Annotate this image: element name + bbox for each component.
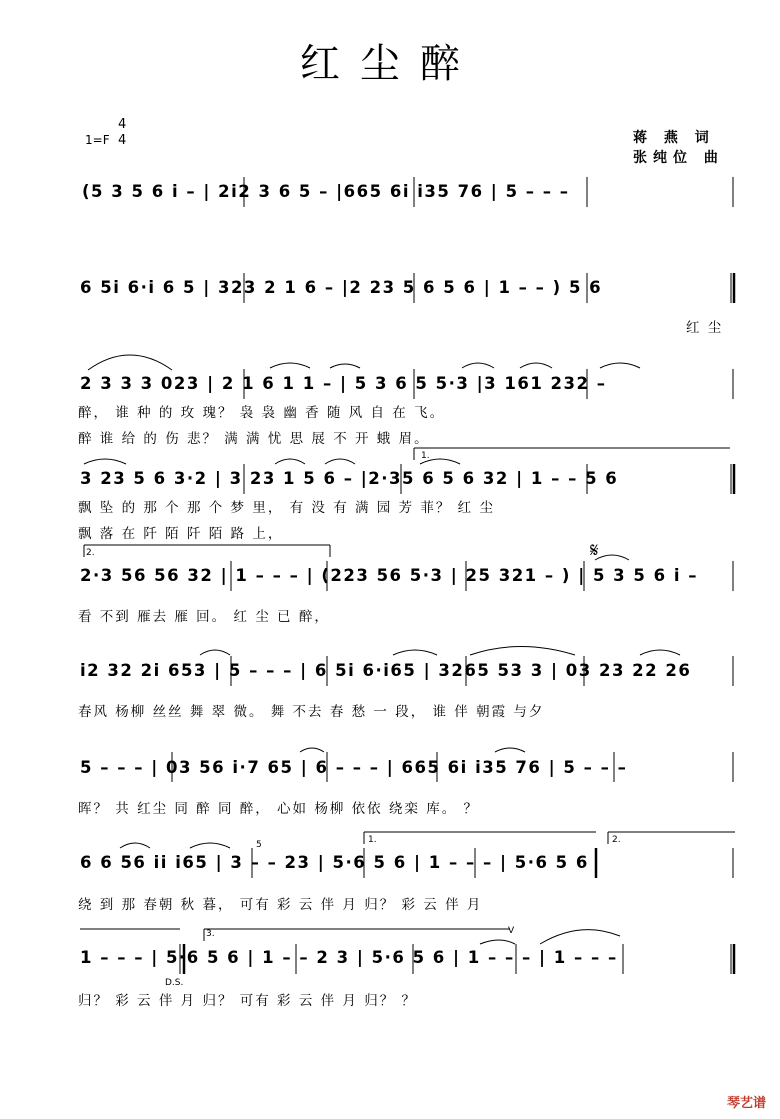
time-signature-bottom: 4 <box>118 133 127 148</box>
volta-3-label: 3. <box>206 929 215 939</box>
volta-2b-label: 2. <box>612 835 621 845</box>
notation-row-3: 2 3 3 3 023 | 2 1 6 1 1 – | 5 3 6 5 5·3 |3 161 232 – <box>80 374 607 393</box>
volta-2-label: 2. <box>86 548 95 558</box>
dal-segno-mark: D.S. <box>165 978 184 988</box>
lyric-row-7: 晖？ 共 红尘 同 醉 同 醉， 心如 杨柳 依依 绕栾 库。 ？ <box>78 801 479 817</box>
lyric-row-3-verse-2: 醉 谁 给 的 伤 悲？ 满 满 忧 思 展 不 开 蛾 眉。 <box>78 431 430 447</box>
notation-row-8: 6 6 56 ii i65 | 3 – – 23 | 5·6 5 6 | 1 – – – | 5·6 5 6 <box>80 853 589 872</box>
time-signature-top: 4 <box>118 117 127 132</box>
notation-row-9: 1 – – – | 5·6 5 6 | 1 – – 2 3 | 5·6 5 6 | 1 – – – | 1 – – – <box>80 948 618 967</box>
time-signature <box>118 117 126 149</box>
watermark-logo: 琴艺谱 <box>726 1096 766 1111</box>
repeat-start-mark: 5 <box>256 840 262 850</box>
notation-row-2: 6 5i 6·i 6 5 | 323 2 1 6 – |2 23 5 6 5 6 | 1 – – ) 5 6 <box>80 278 603 297</box>
lyric-row-3-verse-1: 醉， 谁 种 的 玫 瑰？ 袅 袅 幽 香 随 风 自 在 飞。 <box>78 405 446 421</box>
composer-credit: 张纯位 曲 <box>633 150 724 166</box>
lyric-row-9: 归？ 彩 云 伴 月 归？ 可有 彩 云 伴 月 归？ ？ <box>78 993 417 1009</box>
segno-symbol: 𝄋 <box>590 538 599 562</box>
notation-row-6: i2 32 2i 653 | 5 – – – | 6 5i 6·i65 | 3265 53 3 | 03 23 22 26 <box>80 661 692 680</box>
notation-row-7: 5 – – – | 03 56 i·7 65 | 6 – – – | 665 6i i35 76 | 5 – – – <box>80 758 628 777</box>
song-title: 红尘醉 <box>300 41 480 87</box>
notation-row-1: (5 3 5 6 i – | 2i2 3 6 5 – |665 6i i35 76 | 5 – – – <box>82 182 570 201</box>
lyric-row-4-verse-1: 飘 坠 的 那 个 那 个 梦 里， 有 没 有 满 园 芳 菲？ 红 尘 <box>78 500 495 516</box>
notation-row-4: 3 23 5 6 3·2 | 3 23 1 5 6 – |2·35 6 5 6 32 | 1 – – 5 6 <box>80 469 619 488</box>
notation-row-5: 2·3 56 56 32 | 1 – – – | (223 56 5·3 | 25 321 – ) | 5 3 5 6 i – <box>80 566 699 585</box>
volta-1b-label: 1. <box>368 835 377 845</box>
lyric-row-4-verse-2: 飘 落 在 阡 陌 阡 陌 路 上， <box>78 526 284 542</box>
breath-mark: V <box>508 926 515 936</box>
volta-1-label: 1. <box>421 451 430 461</box>
lyric-row-6: 春风 杨柳 丝丝 舞 翠 微。 舞 不去 春 愁 一 段， 谁 伴 朝霞 与夕 <box>78 704 545 720</box>
lyric-row-8: 绕 到 那 春朝 秋 暮， 可有 彩 云 伴 月 归？ 彩 云 伴 月 <box>78 897 483 913</box>
key-signature: 1=F <box>85 133 110 147</box>
lyric-row-2: 红 尘 <box>686 320 724 336</box>
lyric-row-5: 看 不到 雁去 雁 回。 红 尘 已 醉， <box>78 609 330 625</box>
lyricist-credit: 蒋 燕 词 <box>633 130 715 146</box>
